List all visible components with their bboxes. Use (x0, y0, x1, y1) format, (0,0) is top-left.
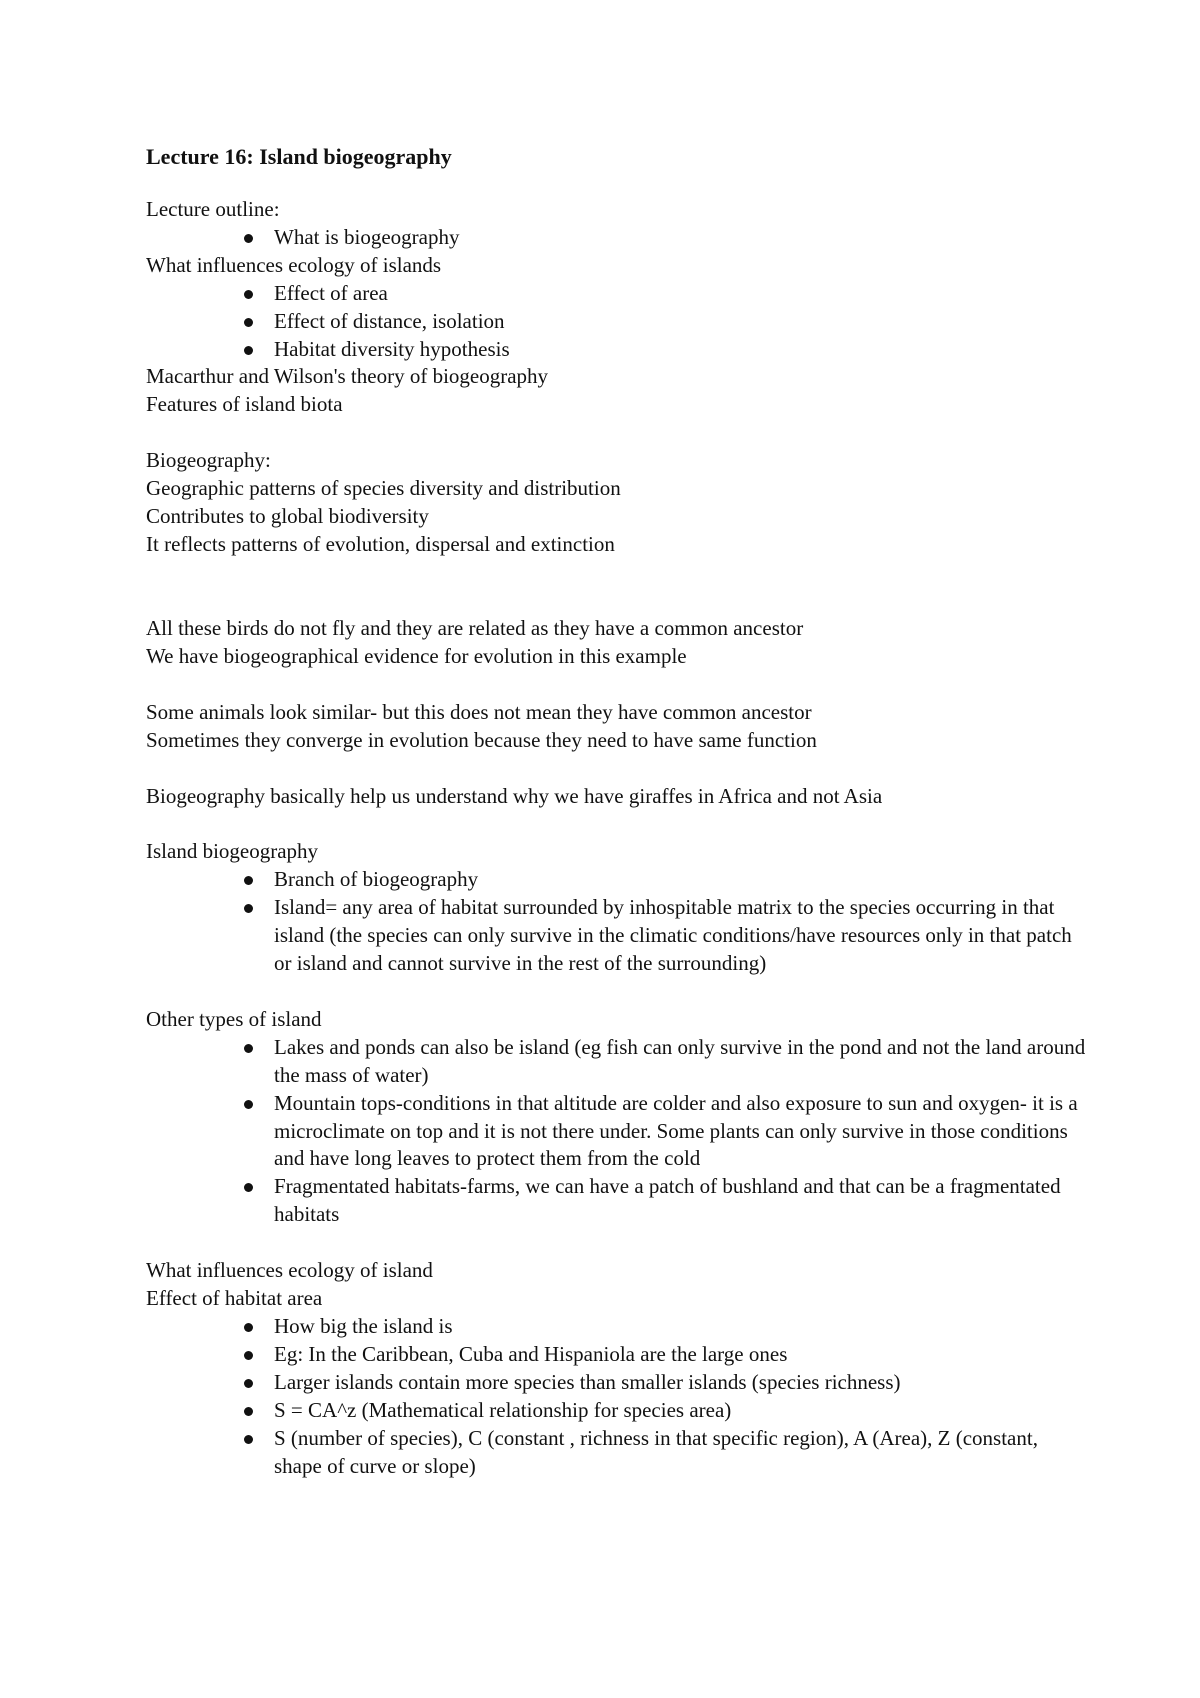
bullet-icon (244, 904, 253, 913)
list-item: How big the island is (274, 1313, 1086, 1341)
bullet-icon (244, 1351, 253, 1360)
outline-line: Macarthur and Wilson's theory of biogeography (146, 364, 549, 389)
biogeography-heading: Biogeography: (146, 448, 271, 473)
bullet-icon (244, 1435, 253, 1444)
bullet-icon (244, 1379, 253, 1388)
other-types-list (146, 1034, 1086, 1229)
influences-heading: What influences ecology of island (146, 1258, 433, 1283)
text-line: Some animals look similar- but this does not mean they have common ancestor (146, 699, 812, 724)
list-item: Branch of biogeography (274, 866, 1086, 894)
text-line: Biogeography basically help us understand why we have giraffes in Africa and not Asia (146, 783, 883, 808)
lecture-title: Lecture 16: Island biogeography (146, 144, 452, 169)
text-line: Sometimes they converge in evolution because they need to have same function (146, 727, 817, 752)
list-item: Lakes and ponds can also be island (eg fish can only survive in the pond and not the land around the mass of water) (274, 1034, 1086, 1090)
bullet-icon (244, 346, 253, 355)
outline-line: What influences ecology of islands (146, 252, 442, 277)
island-biogeography-heading: Island biogeography (146, 839, 319, 864)
document-page (146, 143, 1086, 1480)
bullet-icon (244, 1183, 253, 1192)
outline-line: Features of island biota (146, 392, 343, 417)
outline-sublist (146, 280, 1086, 364)
bullet-icon (244, 234, 253, 243)
text-line: Contributes to global biodiversity (146, 504, 429, 529)
bullet-icon (244, 876, 253, 885)
list-item: Fragmentated habitats-farms, we can have a patch of bushland and that can be a fragmentated habitats (274, 1173, 1086, 1229)
list-item: Island= any area of habitat surrounded by inhospitable matrix to the species occurring in that island (the species can only survive in the climatic conditions/have resources only in that patch or island and cannot survive in the rest of the surrounding) (274, 894, 1086, 978)
influences-subheading: Effect of habitat area (146, 1286, 323, 1311)
list-item: Mountain tops-conditions in that altitude are colder and also exposure to sun and oxygen- it is a microclimate on top and it is not there under. Some plants can only survive in those conditions and have long leaves to protect them from the cold (274, 1090, 1086, 1174)
bullet-icon (244, 318, 253, 327)
list-item: Larger islands contain more species than smaller islands (species richness) (274, 1369, 1086, 1397)
bullet-icon (244, 290, 253, 299)
list-item: S (number of species), C (constant , richness in that specific region), A (Area), Z (constant, shape of curve or slope) (274, 1425, 1086, 1481)
list-item: Habitat diversity hypothesis (274, 336, 1086, 364)
text-line: Geographic patterns of species diversity and distribution (146, 476, 621, 501)
outline-list (146, 224, 1086, 252)
list-item: S = CA^z (Mathematical relationship for species area) (274, 1397, 1086, 1425)
bullet-icon (244, 1323, 253, 1332)
influences-list (146, 1313, 1086, 1480)
text-line: It reflects patterns of evolution, dispersal and extinction (146, 531, 615, 556)
list-item: What is biogeography (274, 224, 1086, 252)
text-line: All these birds do not fly and they are related as they have a common ancestor (146, 615, 804, 640)
list-item: Eg: In the Caribbean, Cuba and Hispaniola are the large ones (274, 1341, 1086, 1369)
bullet-icon (244, 1100, 253, 1109)
other-types-heading: Other types of island (146, 1006, 322, 1031)
list-item: Effect of area (274, 280, 1086, 308)
bullet-icon (244, 1407, 253, 1416)
list-item: Effect of distance, isolation (274, 308, 1086, 336)
text-line: We have biogeographical evidence for evolution in this example (146, 643, 687, 668)
island-biogeography-list (146, 866, 1086, 978)
bullet-icon (244, 1044, 253, 1053)
outline-heading: Lecture outline: (146, 197, 280, 221)
